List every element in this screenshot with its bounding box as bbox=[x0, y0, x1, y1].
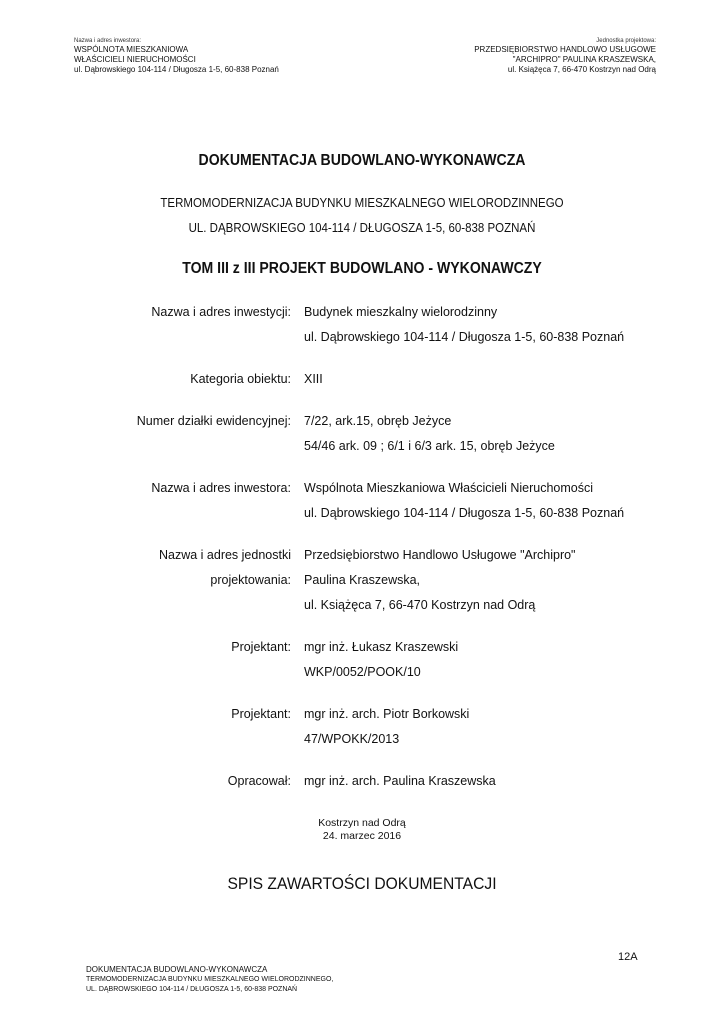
category-label: Kategoria obiektu: bbox=[190, 372, 291, 386]
document-subtitle-1: TERMOMODERNIZACJA BUDYNKU MIESZKALNEGO WIELORODZINNEGO bbox=[160, 196, 564, 210]
category-value: XIII bbox=[304, 372, 323, 386]
prepared-by-value: mgr inż. arch. Paulina Kraszewska bbox=[304, 774, 496, 788]
parcel-label: Numer działki ewidencyjnej: bbox=[136, 414, 291, 428]
investment-label: Nazwa i adres inwestycji: bbox=[151, 305, 291, 319]
designer-1-label: Projektant: bbox=[231, 640, 291, 654]
designer-2-license: 47/WPOKK/2013 bbox=[304, 732, 400, 746]
header-investor-line2: WŁAŚCICIELI NIERUCHOMOŚCI bbox=[74, 55, 196, 64]
parcel-value-1: 7/22, ark.15, obręb Jeżyce bbox=[304, 414, 452, 428]
design-unit-value-2: Paulina Kraszewska, bbox=[304, 573, 421, 587]
document-subtitle-2: UL. DĄBROWSKIEGO 104-114 / DŁUGOSZA 1-5, 60-838 POZNAŃ bbox=[188, 221, 536, 235]
designer-1-name: mgr inż. Łukasz Kraszewski bbox=[304, 640, 459, 654]
design-unit-label-2: projektowania: bbox=[210, 573, 291, 587]
designer-1-license: WKP/0052/POOK/10 bbox=[304, 665, 421, 679]
investor-value-1: Wspólnota Mieszkaniowa Właścicieli Nieruchomości bbox=[304, 481, 593, 495]
header-design-unit bbox=[474, 37, 656, 75]
header-investor-label: Nazwa i adres inwestora: bbox=[74, 38, 142, 44]
designer-2-label: Projektant: bbox=[231, 707, 291, 721]
header-design-unit-line2: "ARCHIPRO" PAULINA KRASZEWSKA, bbox=[512, 55, 656, 64]
header-investor bbox=[74, 37, 279, 75]
volume-title: TOM III z III PROJEKT BUDOWLANO - WYKONAWCZY bbox=[182, 260, 542, 277]
page-number: 12A bbox=[618, 951, 638, 963]
design-unit-label-1: Nazwa i adres jednostki bbox=[158, 548, 291, 562]
header-investor-line1: WSPÓLNOTA MIESZKANIOWA bbox=[74, 45, 189, 54]
place: Kostrzyn nad Odrą bbox=[318, 817, 406, 829]
header-investor-line3: ul. Dąbrowskiego 104-114 / Długosza 1-5, 60-838 Poznań bbox=[74, 65, 279, 74]
header-design-unit-label: Jednostka projektowa: bbox=[596, 38, 656, 44]
footer-line3: UL. DĄBROWSKIEGO 104-114 / DŁUGOSZA 1-5, 60-838 POZNAŃ bbox=[86, 986, 298, 993]
design-unit-value-3: ul. Książęca 7, 66-470 Kostrzyn nad Odrą bbox=[304, 598, 536, 612]
investment-value-2: ul. Dąbrowskiego 104-114 / Długosza 1-5, 60-838 Poznań bbox=[304, 330, 625, 344]
table-of-contents-heading: SPIS ZAWARTOŚCI DOKUMENTACJI bbox=[227, 874, 497, 893]
investment-value-1: Budynek mieszkalny wielorodzinny bbox=[304, 305, 498, 319]
investor-label: Nazwa i adres inwestora: bbox=[151, 481, 291, 495]
footer-line2: TERMOMODERNIZACJA BUDYNKU MIESZKALNEGO WIELORODZINNEGO, bbox=[86, 976, 334, 983]
header-design-unit-line3: ul. Książęca 7, 66-470 Kostrzyn nad Odrą bbox=[507, 65, 656, 74]
prepared-by-label: Opracował: bbox=[227, 774, 291, 788]
designer-2-name: mgr inż. arch. Piotr Borkowski bbox=[304, 707, 470, 721]
design-unit-value-1: Przedsiębiorstwo Handlowo Usługowe "Archipro" bbox=[304, 548, 576, 562]
place-and-date bbox=[0, 817, 724, 843]
parcel-value-2: 54/46 ark. 09 ; 6/1 i 6/3 ark. 15, obręb Jeżyce bbox=[304, 439, 555, 453]
document-title: DOKUMENTACJA BUDOWLANO-WYKONAWCZA bbox=[198, 152, 526, 169]
header-design-unit-line1: PRZEDSIĘBIORSTWO HANDLOWO USŁUGOWE bbox=[474, 45, 656, 54]
investor-value-2: ul. Dąbrowskiego 104-114 / Długosza 1-5, 60-838 Poznań bbox=[304, 506, 625, 520]
footer-line1: DOKUMENTACJA BUDOWLANO-WYKONAWCZA bbox=[86, 965, 268, 974]
page-footer bbox=[86, 965, 333, 995]
date: 24. marzec 2016 bbox=[322, 830, 402, 842]
